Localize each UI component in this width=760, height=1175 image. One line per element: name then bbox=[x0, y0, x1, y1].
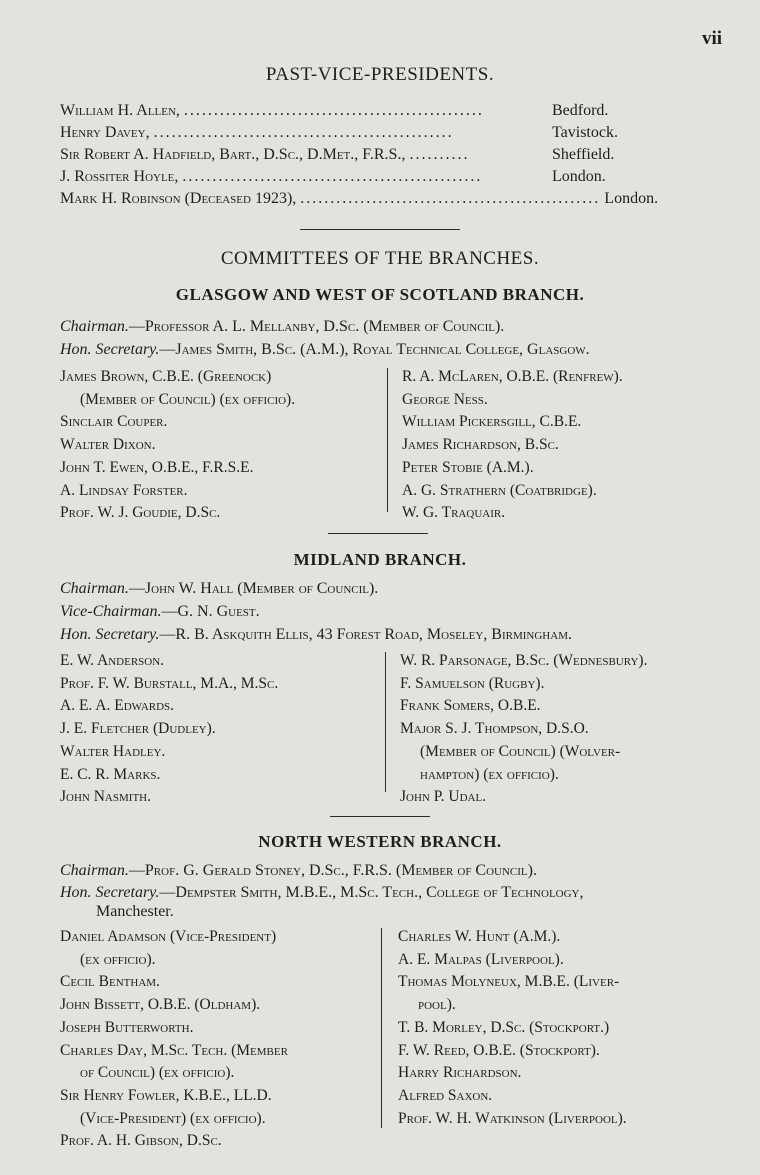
committees-heading: COMMITTEES OF THE BRANCHES. bbox=[220, 248, 540, 269]
member-name: Thomas Molyneux, M.B.E. (Liver- bbox=[398, 973, 620, 991]
member-name: Walter Dixon. bbox=[60, 436, 156, 454]
member-name: Prof. F. W. Burstall, M.A., M.Sc. bbox=[60, 674, 279, 692]
glasgow-left-column bbox=[60, 366, 378, 525]
member-name: Prof. W. J. Goudie, D.Sc. bbox=[60, 504, 221, 522]
member-name: A. E. A. Edwards. bbox=[60, 697, 175, 715]
section-divider bbox=[300, 229, 460, 230]
member-name: T. B. Morley, D.Sc. (Stockport.) bbox=[398, 1018, 610, 1036]
member-name: James Richardson, B.Sc. bbox=[402, 436, 559, 454]
glasgow-secretary: Hon. Secretary.—James Smith, B.Sc. (A.M.), Royal Technical College, Glasgow. bbox=[60, 341, 590, 358]
midland-vice-chairman: Vice-Chairman.—G. N. Guest. bbox=[60, 603, 260, 620]
member-name: pool). bbox=[418, 996, 456, 1014]
member-name: F. Samuelson (Rugby). bbox=[400, 674, 545, 692]
member-name: E. W. Anderson. bbox=[60, 652, 165, 669]
pvp-row: Mark H. Robinson (Deceased 1923), .................................................. London. bbox=[60, 190, 659, 207]
member-name: John T. Ewen, O.B.E., F.R.S.E. bbox=[60, 458, 254, 476]
member-name: William Pickersgill, C.B.E. bbox=[402, 413, 582, 431]
north-western-right-column bbox=[398, 926, 718, 1130]
member-name: Charles W. Hunt (A.M.). bbox=[398, 928, 561, 945]
member-name: (Vice-President) (ex officio). bbox=[80, 1109, 266, 1127]
member-name: Sir Henry Fowler, K.B.E., LL.D. bbox=[60, 1086, 272, 1104]
member-name: John Nasmith. bbox=[60, 788, 151, 806]
member-name: A. Lindsay Forster. bbox=[60, 481, 188, 499]
page-number: vii bbox=[701, 28, 722, 49]
north-western-left-column bbox=[60, 926, 378, 1153]
member-name: R. A. McLaren, O.B.E. (Renfrew). bbox=[402, 368, 623, 385]
north-western-secretary-continued: Manchester. bbox=[96, 903, 174, 920]
member-name: Joseph Butterworth. bbox=[60, 1018, 194, 1036]
member-name: Harry Richardson. bbox=[398, 1064, 522, 1082]
midland-secretary: Hon. Secretary.—R. B. Askquith Ellis, 43 Forest Road, Moseley, Birmingham. bbox=[60, 626, 572, 643]
midland-right-column bbox=[400, 650, 712, 809]
member-name: A. G. Strathern (Coatbridge). bbox=[402, 481, 597, 499]
glasgow-right-column bbox=[402, 366, 722, 525]
member-name: Prof. A. H. Gibson, D.Sc. bbox=[60, 1132, 222, 1150]
glasgow-branch-heading: GLASGOW AND WEST OF SCOTLAND BRANCH. bbox=[175, 285, 585, 304]
section-divider bbox=[330, 816, 430, 817]
member-name: A. E. Malpas (Liverpool). bbox=[398, 950, 564, 968]
pvp-row: Henry Davey, .................................................. Tavistock. bbox=[60, 124, 618, 141]
member-name: Sinclair Couper. bbox=[60, 413, 168, 431]
midland-branch-heading: MIDLAND BRANCH. bbox=[293, 550, 467, 569]
member-name: Walter Hadley. bbox=[60, 742, 166, 760]
section-divider bbox=[328, 533, 428, 534]
member-name: James Brown, C.B.E. (Greenock) bbox=[60, 368, 272, 385]
pvp-row: J. Rossiter Hoyle, .................................................. London. bbox=[60, 168, 606, 185]
midland-chairman: Chairman.—John W. Hall (Member of Council). bbox=[60, 580, 379, 597]
member-name: of Council) (ex officio). bbox=[80, 1064, 235, 1082]
member-name: Prof. W. H. Watkinson (Liverpool). bbox=[398, 1109, 627, 1127]
member-name: George Ness. bbox=[402, 390, 488, 408]
member-name: F. W. Reed, O.B.E. (Stockport). bbox=[398, 1041, 600, 1059]
north-western-branch-heading: NORTH WESTERN BRANCH. bbox=[258, 832, 502, 851]
glasgow-chairman: Chairman.—Professor A. L. Mellanby, D.Sc. (Member of Council). bbox=[60, 318, 505, 335]
member-name: John P. Udal. bbox=[400, 788, 487, 806]
pvp-row: William H. Allen, .................................................. Bedford. bbox=[60, 102, 609, 119]
member-name: W. R. Parsonage, B.Sc. (Wednesbury). bbox=[400, 652, 648, 669]
member-name: (Member of Council) (ex officio). bbox=[80, 390, 296, 408]
north-western-secretary: Hon. Secretary.—Dempster Smith, M.B.E., M.Sc. Tech., College of Technology, bbox=[60, 884, 584, 901]
member-name: Major S. J. Thompson, D.S.O. bbox=[400, 720, 589, 738]
member-name: (Member of Council) (Wolver- bbox=[420, 742, 621, 760]
column-divider bbox=[385, 652, 386, 792]
column-divider bbox=[387, 368, 388, 512]
member-name: Charles Day, M.Sc. Tech. (Member bbox=[60, 1041, 288, 1059]
member-name: Daniel Adamson (Vice-President) bbox=[60, 928, 277, 945]
past-vice-presidents-heading: PAST-VICE-PRESIDENTS. bbox=[265, 64, 495, 85]
member-name: hampton) (ex officio). bbox=[420, 765, 559, 783]
member-name: Cecil Bentham. bbox=[60, 973, 160, 991]
midland-left-column bbox=[60, 650, 378, 809]
member-name: (ex officio). bbox=[80, 950, 156, 968]
member-name: Peter Stobie (A.M.). bbox=[402, 458, 534, 476]
member-name: Frank Somers, O.B.E. bbox=[400, 697, 541, 715]
member-name: Alfred Saxon. bbox=[398, 1086, 493, 1104]
member-name: John Bissett, O.B.E. (Oldham). bbox=[60, 996, 261, 1014]
member-name: E. C. R. Marks. bbox=[60, 765, 161, 783]
member-name: W. G. Traquair. bbox=[402, 504, 506, 522]
member-name: J. E. Fletcher (Dudley). bbox=[60, 720, 216, 738]
north-western-chairman: Chairman.—Prof. G. Gerald Stoney, D.Sc., F.R.S. (Member of Council). bbox=[60, 862, 537, 879]
pvp-row: Sir Robert A. Hadfield, Bart., D.Sc., D.Met., F.R.S., .......... Sheffield. bbox=[60, 146, 615, 163]
column-divider bbox=[381, 928, 382, 1128]
